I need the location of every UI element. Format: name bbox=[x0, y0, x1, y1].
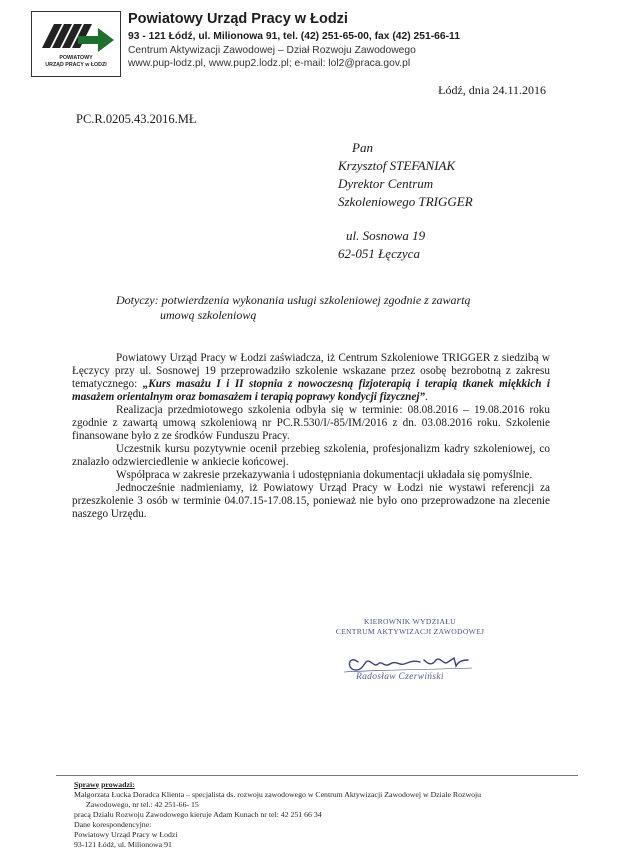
footer-line4: Dane korespondencyjne: bbox=[74, 820, 152, 829]
subject-line1: Dotyczy: potwierdzenia wykonania usługi szkoleniowej zgodnie z zawartą bbox=[116, 293, 471, 307]
recipient-position-line1: Dyrektor Centrum bbox=[338, 176, 434, 191]
recipient-salutation: Pan bbox=[352, 140, 373, 155]
footer-line5: Powiatowy Urząd Pracy w Łodzi bbox=[74, 830, 178, 839]
letterhead-department: Centrum Aktywizacji Zawodowej – Dział Rozwoju Zawodowego bbox=[128, 45, 416, 56]
recipient-street: ul. Sosnowa 19 bbox=[346, 228, 426, 243]
subject-line2: umową szkoleniową bbox=[160, 308, 257, 322]
stamp-line2: CENTRUM AKTYWIZACJI ZAWODOWEJ bbox=[335, 627, 485, 636]
paragraph-1 bbox=[72, 352, 550, 404]
logo bbox=[31, 11, 121, 77]
footer-divider bbox=[56, 775, 578, 776]
paragraph-4: Współpraca w zakresie przekazywania i udostępniania dokumentacji układała się pomyślnie. bbox=[116, 469, 533, 481]
paragraph-3: Uczestnik kursu pozytywnie ocenił przebieg szkolenia, profesjonalizm kadry szkoleniowej, co znalazło odzwierciedlenie w ankiecie końcowej. bbox=[72, 443, 550, 468]
letterhead-title: Powiatowy Urząd Pracy w Łodzi bbox=[128, 11, 348, 27]
letter-body bbox=[72, 352, 550, 521]
stamp-line1: KIEROWNIK WYDZIAŁU bbox=[364, 617, 456, 626]
paragraph-1-text: Powiatowy Urząd Pracy w Łodzi zaświadcza, iż Centrum Szkoleniowe TRIGGER z siedzibą w Łęczycy przy ul. Sosnowej 19 przeprowadziło szkolenie wskazane przez osobę bezrobotną z zakresu tematycznego: bbox=[72, 352, 550, 390]
logo-caption-line2: URZĄD PRACY w ŁODZI bbox=[45, 62, 107, 68]
letterhead-address: 93 - 121 Łódź, ul. Milionowa 91, tel. (42) 251-65-00, fax (42) 251-66-11 bbox=[128, 31, 460, 42]
footer-line2: Zawodowego, nr tel.: 42 251-66- 15 bbox=[86, 800, 199, 809]
footer-line6: 93-121 Łódź, ul. Milionowa 91 bbox=[74, 840, 172, 849]
footer-line1: Małgorzata Łucka Doradca Klienta – specjalista ds. rozwoju zawodowego w Centrum Aktywizacji Zawodowej w Dziale Rozwoju bbox=[74, 790, 482, 799]
footer-label: Sprawę prowadzi: bbox=[74, 780, 135, 789]
letterhead-web: www.pup-lodz.pl, www.pup2.lodz.pl; e-mail: lol2@praca.gov.pl bbox=[128, 58, 411, 69]
reference-number: PC.R.0205.43.2016.MŁ bbox=[76, 112, 197, 126]
paragraph-2: Realizacja przedmiotowego szkolenia odbyła się w terminie: 08.08.2016 – 19.08.2016 roku zgodnie z zawartą umową szkoleniową nr PC.R.530/I/-85/IM/2016 z dn. 03.08.2016 roku. Szkolenie finansowane było z ze środków Funduszu Pracy. bbox=[72, 404, 550, 442]
letter-date: Łódź, dnia 24.11.2016 bbox=[438, 83, 546, 97]
footer-line3: pracą Działu Rozwoju Zawodowego kieruje Adam Kunach nr tel: 42 251 66 34 bbox=[74, 810, 322, 819]
recipient-name: Krzysztof STEFANIAK bbox=[338, 158, 456, 173]
logo-arrows-icon bbox=[32, 12, 120, 56]
logo-caption-line1: POWIATOWY bbox=[59, 55, 93, 61]
footer bbox=[74, 780, 534, 850]
recipient-city: 62-051 Łęczyca bbox=[338, 246, 420, 261]
paragraph-5: Jednocześnie nadmieniamy, iż Powiatowy Urząd Pracy w Łodzi nie wystawi referencji za przeszkolenie 3 osób w terminie 04.07.15-17.08.15, ponieważ nie było ono przeprowadzone na zlecenie naszego Urzędu. bbox=[72, 482, 550, 520]
course-title: „Kurs masażu I i II stopnia z nowoczesną fizjoterapią i terapią tkanek miękkich i masażem orientalnym oraz bomasażem i terapią poprawy kondycji fizycznej” bbox=[72, 378, 550, 403]
paragraph-1-end: . bbox=[425, 391, 428, 403]
logo-caption bbox=[32, 55, 120, 69]
recipient-position-line2: Szkoleniowego TRIGGER bbox=[338, 194, 473, 209]
signer-name: Radosław Czerwiński bbox=[356, 672, 444, 682]
